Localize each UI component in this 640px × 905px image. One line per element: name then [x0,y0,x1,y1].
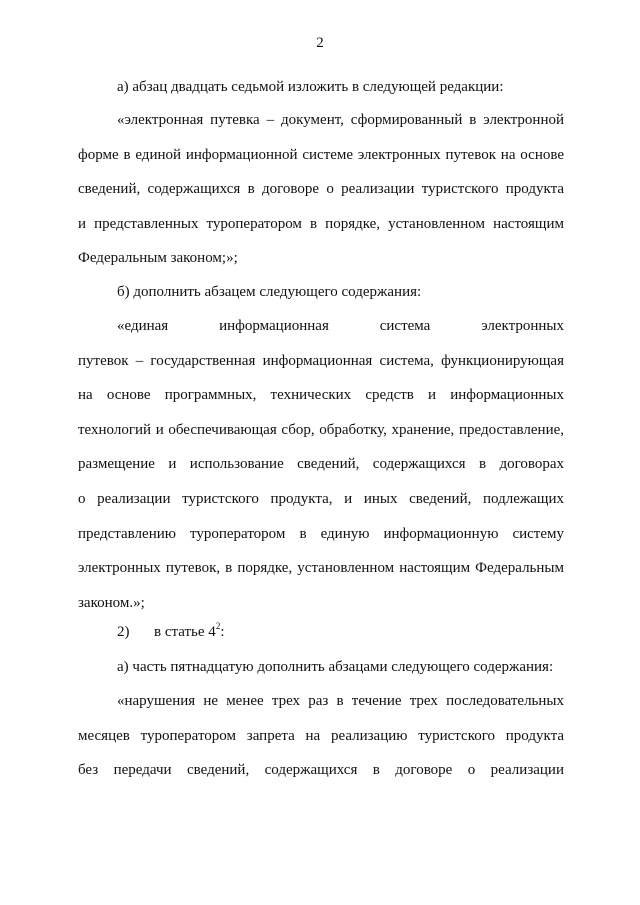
paragraph-line: о реализации туристского продукта, и иных сведений, подлежащих [78,490,564,507]
paragraph-line: без передачи сведений, содержащихся в договоре о реализации [78,762,564,779]
paragraph-line: а) абзац двадцать седьмой изложить в следующей редакции: [117,79,504,95]
page-number: 2 [316,35,324,51]
paragraph-unified-info-system-definition [78,309,564,620]
paragraph-line: Федеральным законом;»; [78,250,238,267]
paragraph-line: форме в единой информационной системе электронных путевок на основе [78,146,564,163]
item-text: в статье 4 [154,624,216,640]
item-2-heading [117,622,224,642]
paragraph-violation-definition [78,684,564,788]
paragraph-line: месяцев туроператором запрета на реализацию туристского продукта [78,727,564,744]
paragraph-line: б) дополнить абзацем следующего содержания: [117,284,422,300]
paragraph-line: технологий и обеспечивающая сбор, обработку, хранение, предоставление, [78,421,564,438]
paragraph-line: размещение и использование сведений, содержащихся в договорах [78,456,564,473]
paragraph-line: путевок – государственная информационная система, функционирующая [78,352,564,369]
paragraph-electronic-voucher-definition [78,103,564,276]
paragraph-line: «единая информационная система электронных [117,318,564,334]
item-number: 2) [117,624,130,640]
item-colon: : [220,624,225,640]
paragraph-line: сведений, содержащихся в договоре о реализации туристского продукта [78,181,564,198]
paragraph-line: законом.»; [78,594,145,611]
paragraph-line: на основе программных, технических средств и информационных [78,387,564,404]
paragraph-line: представлению туроператором в единую информационную систему [78,525,564,542]
paragraph-b-add [78,275,564,310]
article-superscript: 2 [215,621,221,631]
paragraph-line: и представленных туроператором в порядке, установленном настоящим [78,215,564,232]
paragraph-line: электронных путевок, в порядке, установленном настоящим Федеральным [78,560,564,577]
paragraph-a-part-15 [78,650,564,685]
paragraph-line: «электронная путевка – документ, сформированный в электронной [117,112,564,128]
paragraph-a-27 [78,70,564,105]
paragraph-line: а) часть пятнадцатую дополнить абзацами следующего содержания: [117,659,554,675]
paragraph-line: «нарушения не менее трех раз в течение трех последовательных [117,693,564,709]
